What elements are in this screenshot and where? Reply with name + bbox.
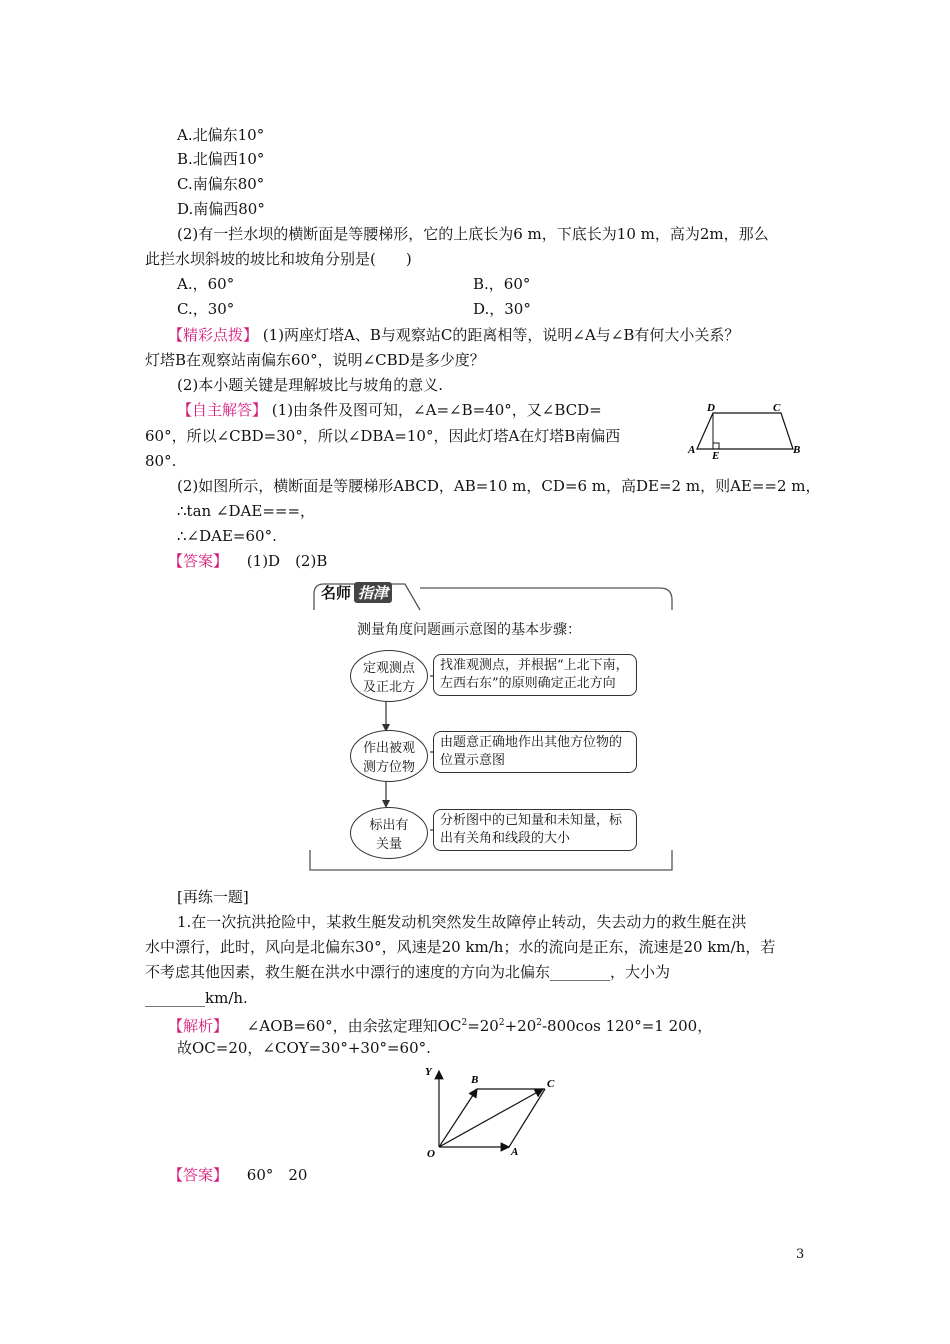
vector-label-c: C xyxy=(547,1078,555,1090)
vector-label-o: O xyxy=(427,1148,435,1160)
solution-line2: 60°，所以∠CBD=30°，所以∠DBA=10°，因此灯塔A在灯塔B南偏西 xyxy=(145,427,621,445)
step3-circle xyxy=(350,807,428,859)
label-c: C xyxy=(773,402,781,414)
trapezoid-figure xyxy=(685,400,805,460)
hint-line3: (2)本小题关键是理解坡比与坡角的意义. xyxy=(177,376,444,394)
tip-badge-b: 指津 xyxy=(354,582,392,603)
question-2-stem-line1: (2)有一拦水坝的横断面是等腰梯形，它的上底长为6 m，下底长为10 m，高为2m，那么 xyxy=(177,225,769,243)
right-angle-mark xyxy=(713,443,719,449)
step2-desc-line1: 由题意正确地作出其他方位物的 xyxy=(440,735,623,750)
step1-circle-line1: 定观测点 xyxy=(362,661,415,676)
vector-label-y: Y xyxy=(425,1066,432,1078)
q2-option-b: B.，60° xyxy=(473,275,531,293)
answer-2-tag: 【答案】 xyxy=(168,1166,229,1184)
step1-desc xyxy=(433,654,637,696)
step3-desc-line2: 出有关角和线段的大小 xyxy=(440,831,571,846)
step2-circle-line1: 作出被观 xyxy=(362,741,415,756)
practice-line4: ________km/h. xyxy=(145,989,248,1007)
analysis-text-1a: ∠AOB=60°，由余弦定理知OC xyxy=(246,1017,462,1035)
practice-line2: 水中漂行，此时，风向是北偏东30°，风速是20 km/h；水的流向是正东，流速是20 km/h，若 xyxy=(145,938,776,956)
step2-circle xyxy=(350,730,428,782)
vector-label-a: A xyxy=(511,1146,519,1158)
analysis-text-1c: +20 xyxy=(504,1017,537,1035)
step1-desc-line2: 左西右东”的原则确定正北方向 xyxy=(440,676,616,691)
solution-line1 xyxy=(177,400,602,420)
question-2-stem-line2: 此拦水坝斜坡的坡比和坡角分别是( ) xyxy=(145,250,412,268)
solution-line3: 80°. xyxy=(145,452,177,470)
trapezoid-shape xyxy=(697,413,793,449)
label-e: E xyxy=(712,450,720,462)
practice-line1: 1.在一次抗洪抢险中，某救生艇发动机突然发生故障停止转动，失去动力的救生艇在洪 xyxy=(177,913,747,931)
step3-desc-line1: 分析图中的已知量和未知量，标 xyxy=(440,813,623,828)
answer-1 xyxy=(168,551,327,571)
analysis-sup-3: 2 xyxy=(536,1018,542,1028)
analysis-sup-2: 2 xyxy=(498,1018,505,1028)
label-a: A xyxy=(688,444,696,456)
option-b: B.北偏西10° xyxy=(177,150,265,168)
analysis-text-1d: -800cos 120°=1 200， xyxy=(541,1017,713,1035)
tip-badge xyxy=(318,581,392,603)
hint-tag: 【精彩点拨】 xyxy=(168,326,259,344)
analysis-line1 xyxy=(168,1013,712,1036)
hint-line2: 灯塔B在观察站南偏东60°，说明∠CBD是多少度？ xyxy=(145,351,485,369)
step1-desc-line1: 找准观测点，并根据“上北下南， xyxy=(440,658,629,673)
q2-option-a: A.，60° xyxy=(177,275,235,293)
hint-text-1: (1)两座灯塔A、B与观察站C的距离相等，说明∠A与∠B有何大小关系？ xyxy=(262,326,740,344)
vector-diagram xyxy=(425,1065,565,1160)
option-d: D.南偏西80° xyxy=(177,200,265,218)
step1-circle xyxy=(350,650,428,702)
solution-text-1: (1)由条件及图可知，∠A=∠B=40°，又∠BCD= xyxy=(271,401,602,419)
step3-circle-line2: 关量 xyxy=(375,837,402,852)
solution-line4: (2)如图所示，横断面是等腰梯形ABCD，AB=10 m，CD=6 m，高DE=2 m，则AE==2 m， xyxy=(177,477,821,495)
label-b: B xyxy=(793,444,801,456)
practice-line3: 不考虑其他因素，救生艇在洪水中漂行的速度的方向为北偏东________，大小为 xyxy=(145,963,671,981)
step2-circle-line2: 测方位物 xyxy=(362,760,415,775)
step1-circle-line2: 及正北方 xyxy=(362,680,415,695)
q2-option-c: C.，30° xyxy=(177,300,235,318)
q2-option-d: D.，30° xyxy=(473,300,531,318)
analysis-text-1b: =20 xyxy=(467,1017,499,1035)
step3-circle-line1: 标出有 xyxy=(369,818,409,833)
analysis-tag: 【解析】 xyxy=(168,1017,229,1035)
option-a: A.北偏东10° xyxy=(177,126,265,144)
tip-title: 测量角度问题画示意图的基本步骤： xyxy=(357,622,581,638)
hint-line1 xyxy=(168,325,739,345)
solution-line6: ∴∠DAE=60°. xyxy=(177,527,277,545)
step2-desc-line2: 位置示意图 xyxy=(440,753,506,768)
practice-header: [再练一题] xyxy=(177,888,249,906)
tip-badge-a: 名师 xyxy=(321,583,352,602)
label-d: D xyxy=(707,402,715,414)
page-number: 3 xyxy=(796,1247,805,1262)
solution-tag: 【自主解答】 xyxy=(177,401,268,419)
step2-desc xyxy=(433,731,637,773)
answer-tag: 【答案】 xyxy=(168,552,229,570)
vector-label-b: B xyxy=(471,1074,479,1086)
step3-desc xyxy=(433,809,637,851)
answer-2 xyxy=(168,1165,307,1185)
solution-line5: ∴tan ∠DAE===， xyxy=(177,502,316,520)
answer-2-text: 60° 20 xyxy=(246,1166,308,1184)
answer-text: (1)D (2)B xyxy=(246,552,328,570)
vector-ob xyxy=(439,1089,477,1147)
analysis-line2: 故OC=20，∠COY=30°+30°=60°. xyxy=(177,1039,431,1057)
option-c: C.南偏东80° xyxy=(177,175,265,193)
analysis-sup-1: 2 xyxy=(461,1018,468,1028)
